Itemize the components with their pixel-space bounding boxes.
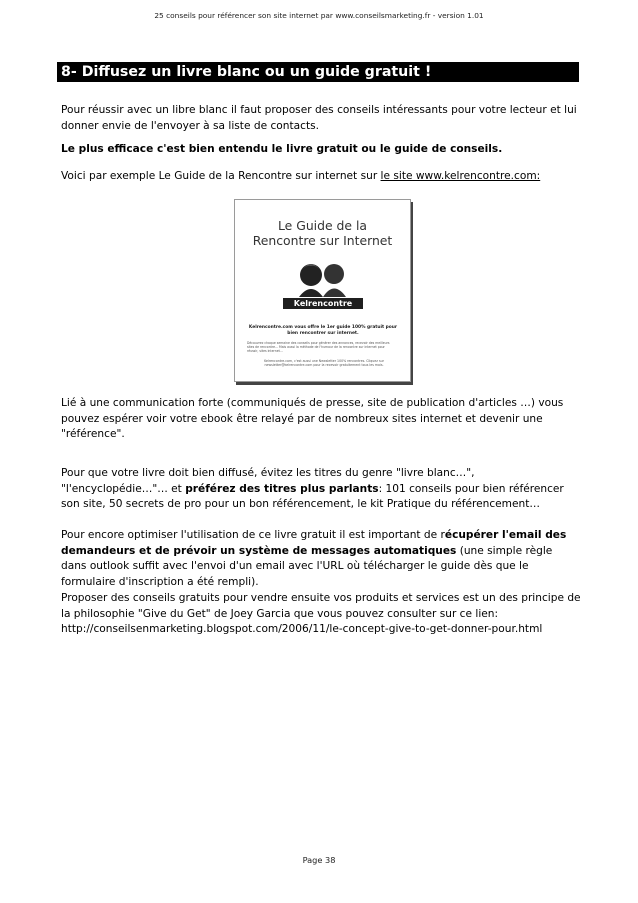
cover-title-line1: Le Guide de la [277, 218, 368, 233]
paragraph-titles [61, 466, 581, 513]
paragraph-intro: Pour réussir avec un libre blanc il faut proposer des conseils intéressants pour votre lecteur et lui donner envie de l'envoyer à sa liste de contacts. [61, 104, 577, 132]
email-emphasis: écupérer l'email des demandeurs et de prévoir un système de messages automatiques [61, 529, 567, 557]
kelrencontre-link[interactable]: le site www.kelrencontre.com: [380, 170, 541, 182]
give-to-get-text: Proposer des conseils gratuits pour vendre ensuite vos produits et services est un des principe de la philosophie "Give du Get" de Joey Garcia que vous pouvez consulter sur ce lien: [61, 592, 581, 620]
cover-tagline: Kelrencontre.com vous offre le 1er guide 100% gratuit pour bien rencontrer sur internet. [248, 325, 398, 336]
paragraph-email-capture [61, 528, 581, 590]
email-text-start: Pour encore optimiser l'utilisation de ce livre gratuit il est important de r [61, 529, 445, 541]
page-number: Page 38 [302, 855, 336, 865]
titles-emphasis: préférez des titres plus parlants [185, 482, 379, 495]
give-to-get-url[interactable]: http://conseilsenmarketing.blogspot.com/2006/11/le-concept-give-to-get-donner-pour.html [61, 623, 543, 635]
paragraph-example [61, 169, 581, 185]
titles-text-start: Pour que votre livre doit bien diffusé, évitez les titres du genre "livre blanc…", "l'encyclopédie…"… et [61, 467, 475, 495]
guide-cover-image [234, 199, 411, 382]
paragraph-communication: Lié à une communication forte (communiqués de presse, site de publication d'articles …) vous pouvez espérer voir votre ebook être relayé par de nombreux sites internet et devenir une "référence". [61, 397, 564, 440]
cover-brand-badge: Kelrencontre [283, 298, 363, 309]
paragraph-emphasis: Le plus efficace c'est bien entendu le livre gratuit ou le guide de conseils. [61, 143, 503, 155]
paragraph-give-to-get [61, 591, 581, 638]
email-text-end: (une simple règle dans outlook suffit avec l'envoi d'un email avec l'URL où télécharger le guide dès que le formulaire d'inscription a été rempli). [61, 544, 553, 588]
section-title: 8- Diffusez un livre blanc ou un guide gratuit ! [57, 62, 579, 82]
example-text: Voici par exemple Le Guide de la Rencontre sur internet sur [61, 170, 381, 182]
titles-text-end: : 101 conseils pour bien référencer son site, 50 secrets de pro pour un bon référencement, le kit Pratique du référencement… [61, 482, 564, 510]
cover-title [235, 218, 410, 248]
running-header: 25 conseils pour référencer son site internet par www.conseilsmarketing.fr - version 1.01 [154, 11, 484, 20]
cover-title-line2: Rencontre sur Internet [252, 233, 393, 248]
cover-footer: Kelrencontre.com, c'est aussi une Newsletter 100% rencontres. Cliquez sur newsletter@kelrencontre.com pour la recevoir gratuitement tous les mois. [264, 359, 384, 368]
cover-blurb: Découvrez chaque semaine des conseils pour générer des annonces, recevoir des meilleurs sites de rencontre… Mais aussi la méthode de l'humour de la rencontre sur internet pour réussir, sites internet… [247, 341, 390, 354]
